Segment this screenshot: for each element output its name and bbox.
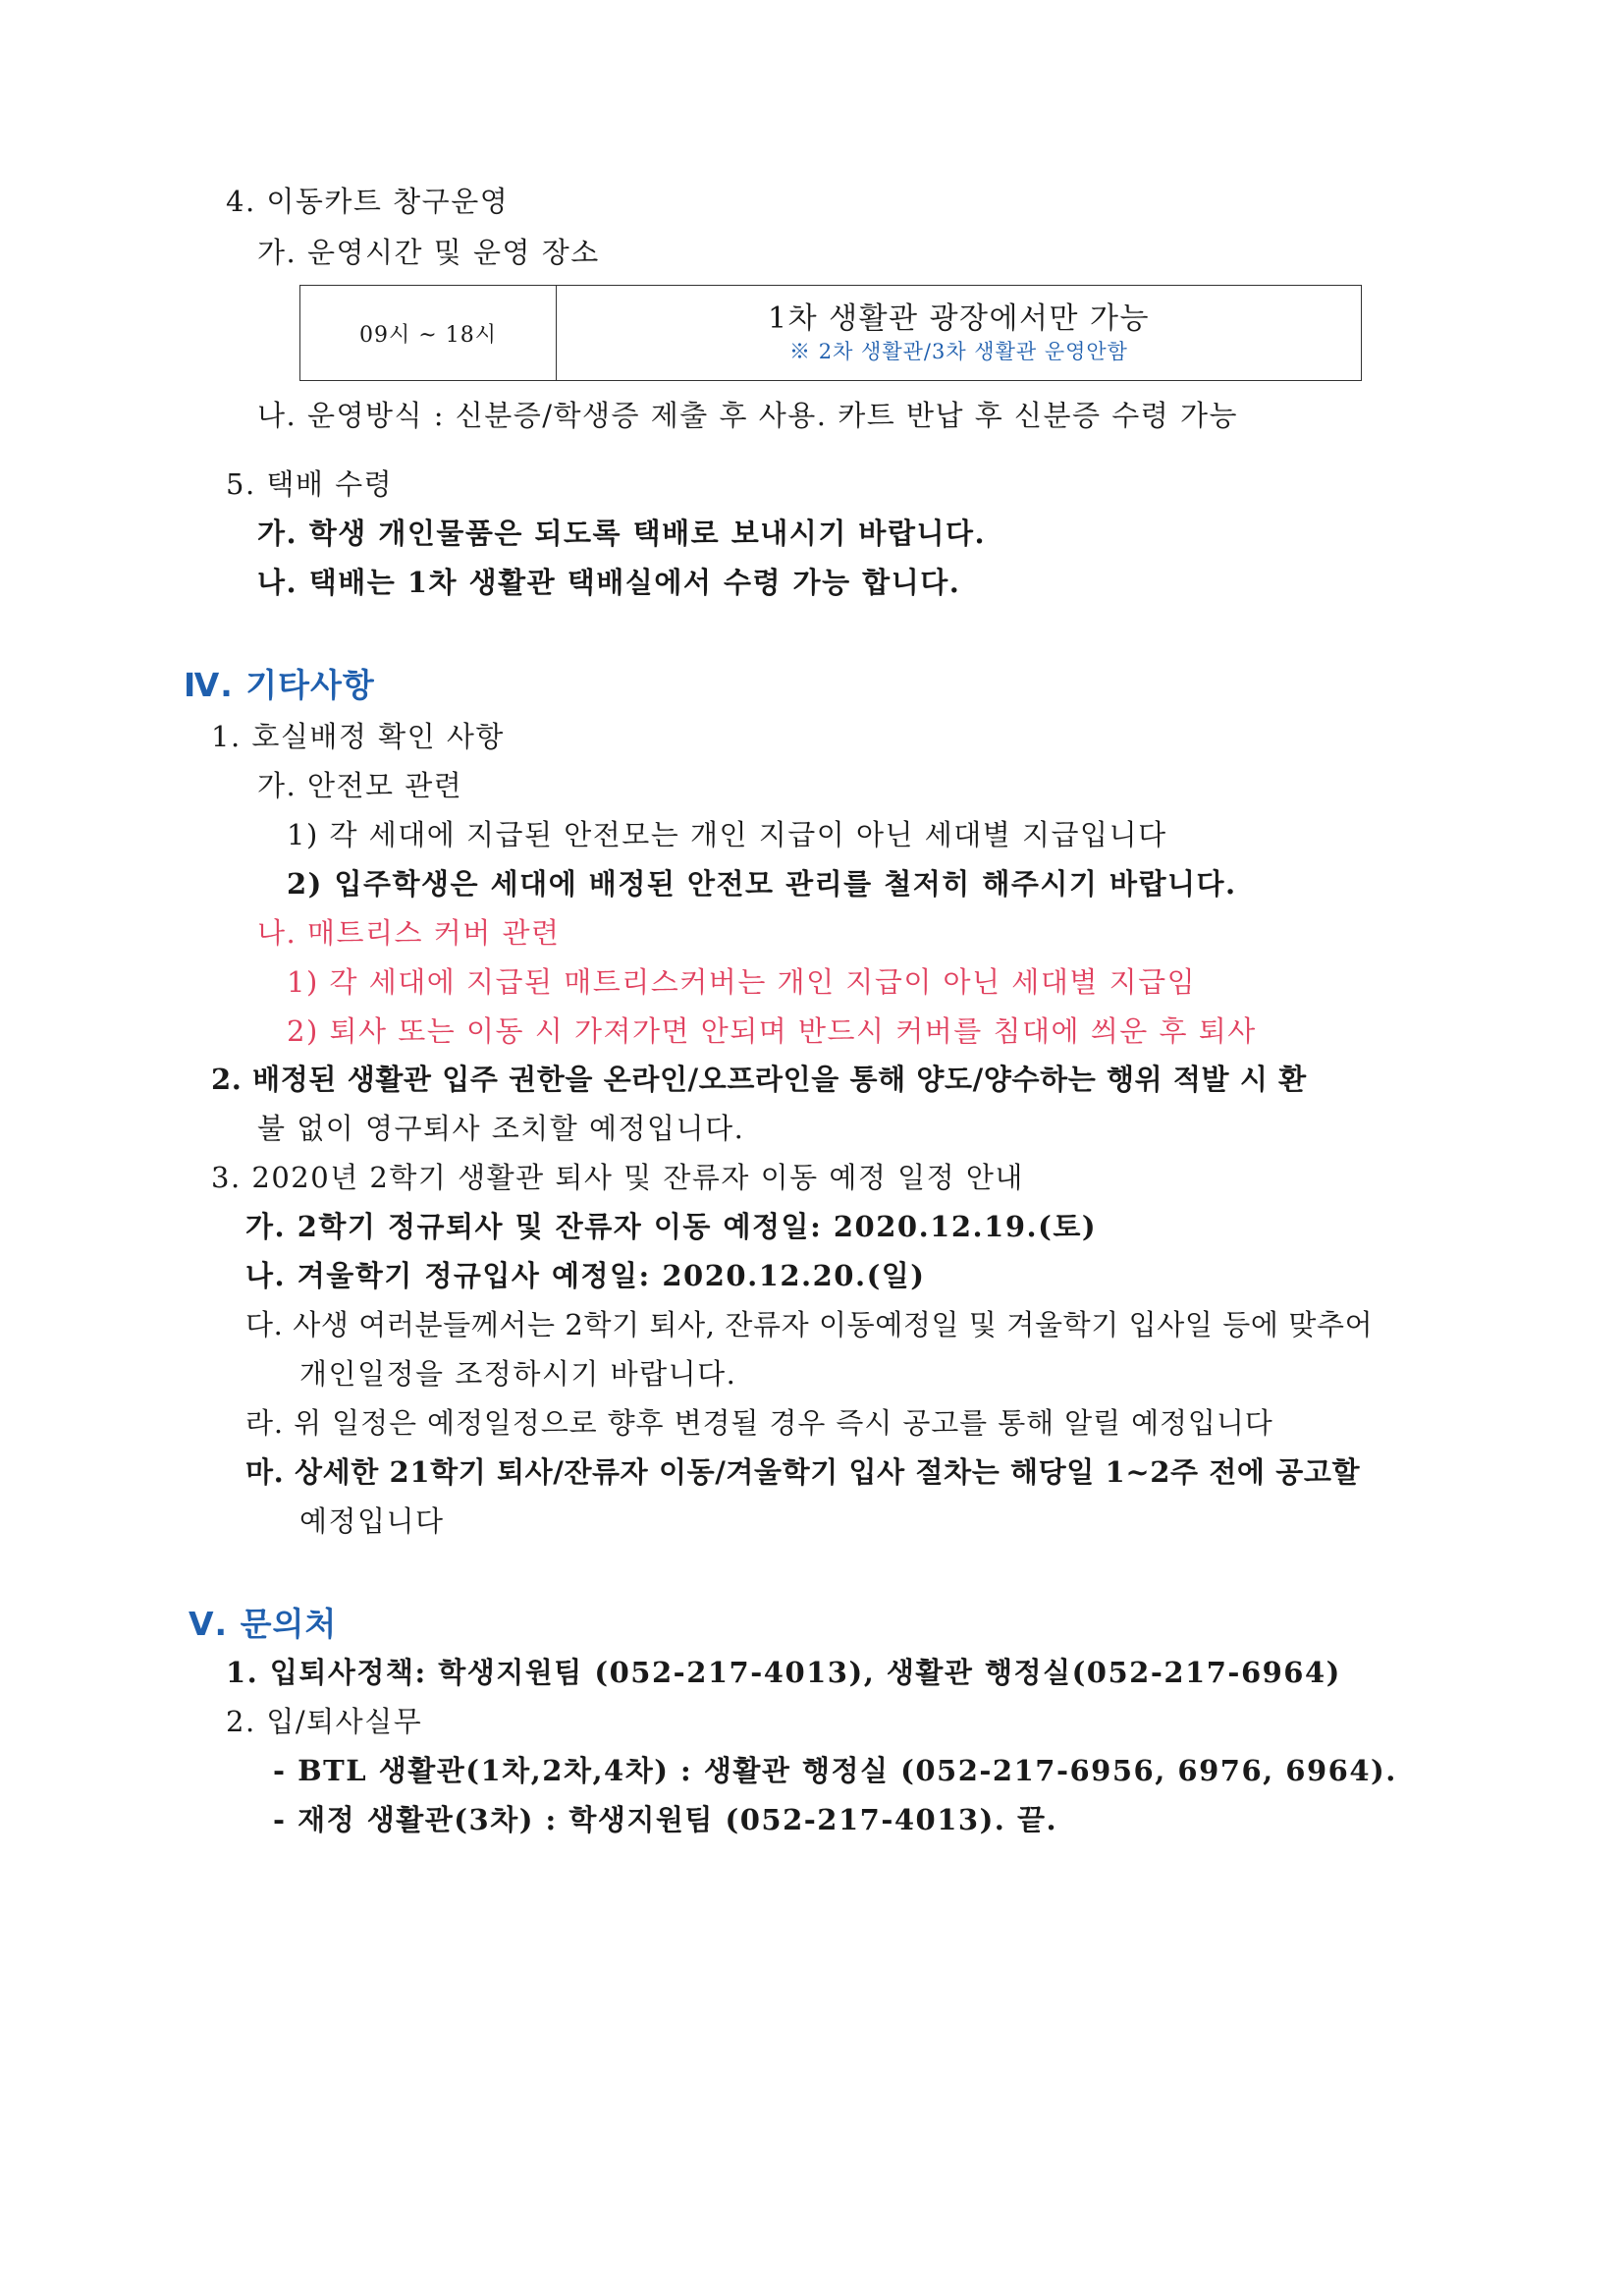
mattress-item-1: 1) 각 세대에 지급된 매트리스커버는 개인 지급이 아닌 세대별 지급임 <box>287 965 1197 999</box>
schedule-ga: 가. 2학기 정규퇴사 및 잔류자 이동 예정일: 2020.12.19.(토) <box>245 1210 1098 1243</box>
section-iv-heading: Ⅳ. 기타사항 <box>184 666 375 704</box>
parcel-item-ga: 가. 학생 개인물품은 되도록 택배로 보내시기 바랍니다. <box>257 517 987 550</box>
room-assign-title: 1. 호실배정 확인 사항 <box>211 720 505 753</box>
schedule-ra: 라. 위 일정은 예정일정으로 향후 변경될 경우 즉시 공고를 통해 알릴 예정입니다 <box>245 1406 1273 1440</box>
cart-place-text: 1차 생활관 광장에서만 가능 <box>768 301 1150 336</box>
mattress-subtitle: 나. 매트리스 커버 관련 <box>257 916 561 950</box>
helmet-subtitle: 가. 안전모 관련 <box>257 769 463 802</box>
cart-place-cell <box>557 286 1361 380</box>
cart-place-note: ※ 2차 생활관/3차 생활관 운영안함 <box>789 340 1128 363</box>
contact-finance: - 재정 생활관(3차) : 학생지원팀 (052-217-4013). 끝. <box>273 1803 1058 1836</box>
cart-time-cell: 09시 ~ 18시 <box>300 286 557 380</box>
schedule-da-line1: 다. 사생 여러분들께서는 2학기 퇴사, 잔류자 이동예정일 및 겨울학기 입사일 등에 맞추어 <box>245 1308 1374 1341</box>
schedule-na: 나. 겨울학기 정규입사 예정일: 2020.12.20.(일) <box>245 1259 926 1292</box>
schedule-da-line2: 개인일정을 조정하시기 바랍니다. <box>299 1357 737 1391</box>
transfer-warning-line2: 불 없이 영구퇴사 조치할 예정입니다. <box>257 1112 745 1145</box>
helmet-item-2: 2) 입주학생은 세대에 배정된 안전모 관리를 철저히 해주시기 바랍니다. <box>287 867 1237 901</box>
schedule-title: 3. 2020년 2학기 생활관 퇴사 및 잔류자 이동 예정 일정 안내 <box>211 1161 1024 1194</box>
section-v-heading: Ⅴ. 문의처 <box>189 1605 338 1643</box>
helmet-item-1: 1) 각 세대에 지급된 안전모는 개인 지급이 아닌 세대별 지급입니다 <box>287 818 1167 851</box>
cart-hours-subtitle: 가. 운영시간 및 운영 장소 <box>257 236 600 269</box>
parcel-section-title: 5. 택배 수령 <box>226 467 394 501</box>
schedule-ma-line2: 예정입니다 <box>299 1504 445 1538</box>
cart-section-title: 4. 이동카트 창구운영 <box>226 185 510 218</box>
contact-practice-title: 2. 입/퇴사실무 <box>226 1705 423 1738</box>
transfer-warning-line1: 2. 배정된 생활관 입주 권한을 온라인/오프라인을 통해 양도/양수하는 행위 적발 시 환 <box>211 1063 1307 1096</box>
mattress-item-2: 2) 퇴사 또는 이동 시 가져가면 안되며 반드시 커버를 침대에 씌운 후 퇴사 <box>287 1014 1257 1048</box>
contact-btl: - BTL 생활관(1차,2차,4차) : 생활관 행정실 (052-217-6956, 6976, 6964). <box>273 1754 1397 1787</box>
schedule-ma-line1: 마. 상세한 21학기 퇴사/잔류자 이동/겨울학기 입사 절차는 해당일 1~2주 전에 공고할 <box>245 1455 1361 1489</box>
parcel-item-na: 나. 택배는 1차 생활관 택배실에서 수령 가능 합니다. <box>257 566 961 599</box>
contact-policy: 1. 입퇴사정책: 학생지원팀 (052-217-4013), 생활관 행정실(052-217-6964) <box>226 1656 1341 1689</box>
cart-schedule-table <box>299 285 1362 381</box>
cart-method-line: 나. 운영방식 : 신분증/학생증 제출 후 사용. 카트 반납 후 신분증 수령 가능 <box>257 399 1238 432</box>
